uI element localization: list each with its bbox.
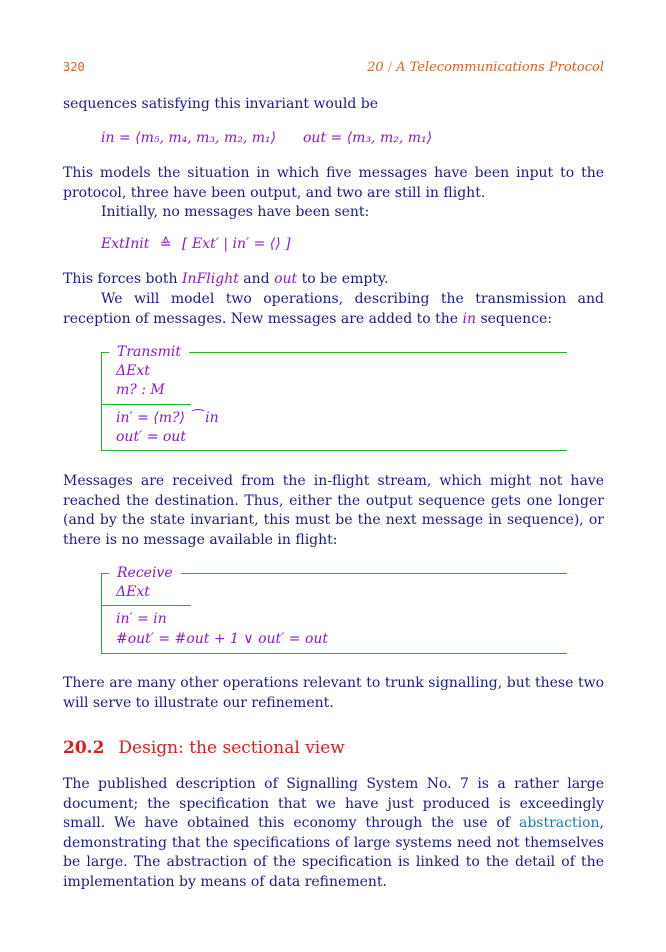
text-span: sequence: — [476, 310, 553, 327]
formula-extinit — [101, 236, 291, 252]
schema-separator — [101, 404, 191, 405]
paragraph-operations — [63, 290, 604, 329]
section-heading — [63, 738, 345, 758]
text-span: to be empty. — [297, 271, 389, 287]
math-inflight: InFlight — [182, 271, 239, 287]
schema-predicate: in′ = ⟨m?⟩ ⁀ in — [116, 410, 219, 426]
schema-receive — [101, 564, 567, 659]
schema-declaration: ΔExt — [116, 363, 150, 379]
text-span: We will model two operations, describing the transmission and reception of messages. New messages are added to the — [63, 291, 604, 327]
schema-title: Transmit — [109, 343, 189, 361]
paragraph-received: Messages are received from the in-flight stream, which might not have reached the destination. Thus, either the output sequence gets one longer (and by the state invariant, this must be the next message in sequence), or there is no message available in flight: — [63, 473, 604, 548]
schema-separator — [101, 605, 191, 606]
math-out: out — [274, 271, 298, 287]
schema-declaration: ΔExt — [116, 584, 150, 600]
text-span: This forces both — [63, 271, 183, 287]
header-separator: / — [387, 60, 393, 75]
schema-left-rule — [101, 352, 102, 451]
chapter-number: 20 — [367, 60, 384, 75]
schema-predicate: in′ = in — [116, 611, 167, 627]
schema-bottom-rule — [101, 653, 567, 654]
formula-out: out = ⟨m₃, m₂, m₁⟩ — [303, 130, 433, 146]
paragraph-invariant-intro: sequences satisfying this invariant would be — [63, 96, 379, 112]
section-number: 20.2 — [63, 738, 105, 758]
chapter-title: A Telecommunications Protocol — [396, 60, 604, 75]
paragraph-other-operations: There are many other operations relevant to trunk signalling, but these two will serve to illustrate our refinement. — [63, 675, 604, 711]
schema-bottom-rule — [101, 450, 567, 451]
schema-transmit — [101, 343, 567, 453]
schema-predicate: #out′ = #out + 1 ∨ out′ = out — [116, 631, 329, 647]
extinit-name: ExtInit — [101, 236, 150, 252]
page-number: 320 — [63, 60, 85, 74]
paragraph-models: This models the situation in which five messages have been input to the protocol, three have been output, and two are still in flight. — [63, 165, 604, 201]
schema-declaration: m? : M — [116, 382, 165, 398]
math-in: in — [462, 310, 476, 327]
paragraph-initially: Initially, no messages have been sent: — [101, 204, 370, 220]
running-header — [367, 60, 604, 75]
section-title: Design: the sectional view — [118, 738, 345, 758]
formula-in: in = ⟨m₅, m₄, m₃, m₂, m₁⟩ — [101, 130, 277, 146]
schema-title: Receive — [109, 564, 181, 582]
text-span: and — [238, 271, 275, 287]
schema-predicate: out′ = out — [116, 429, 186, 445]
paragraph-forces — [63, 270, 604, 290]
defined-as-symbol: ≙ — [159, 236, 172, 252]
abstraction-link[interactable]: abstraction — [518, 815, 600, 831]
text-span: The published description of Signalling System No. 7 is a rather large document; the specification that we have just produced is exceedingly small. We have obtained this economy through the use of — [63, 776, 604, 831]
schema-left-rule — [101, 573, 102, 654]
extinit-body: [ Ext′ | in′ = ⟨⟩ ] — [182, 236, 291, 252]
text-span: , demonstrating that the specifications of large systems need not themselves be large. The abstraction of the specification is linked to the detail of the implementation by means of data refinement. — [63, 815, 604, 890]
paragraph-published — [63, 775, 604, 892]
